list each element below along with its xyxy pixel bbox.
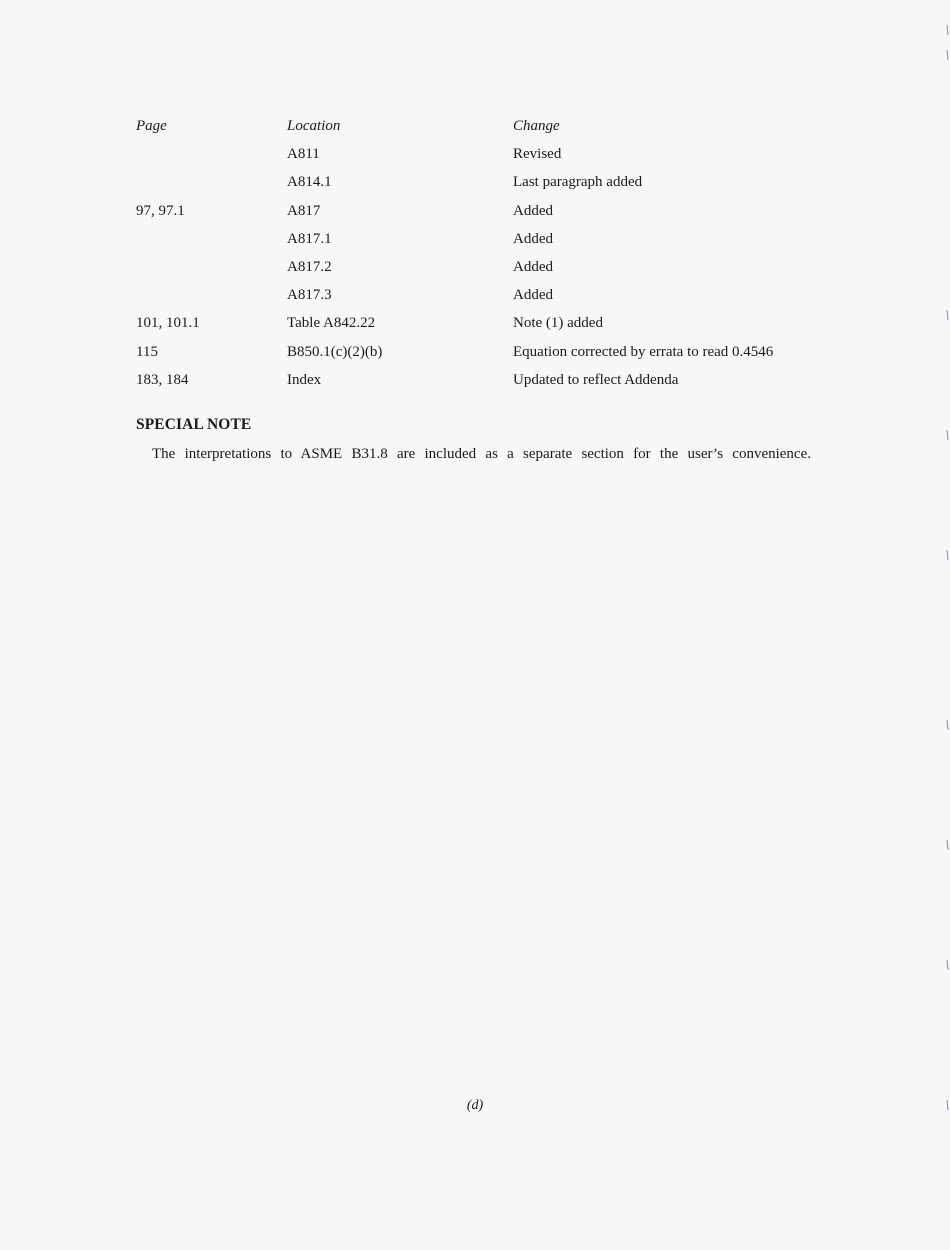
- row-location: A817: [287, 202, 321, 219]
- row-change: Updated to reflect Addenda: [513, 371, 679, 388]
- special-note-text: The interpretations to ASME B31.8 are included as a separate section for the user’s convenience.: [152, 446, 811, 462]
- header-page: Page: [136, 118, 167, 134]
- special-note-heading: SPECIAL NOTE: [136, 416, 252, 433]
- table-row: [136, 253, 836, 281]
- row-change: Last paragraph added: [513, 174, 643, 191]
- row-page: 183, 184: [136, 371, 189, 388]
- edge-mark: [947, 1100, 948, 1110]
- edge-mark: [947, 720, 948, 730]
- table-row: [136, 197, 836, 225]
- row-change: Revised: [513, 146, 562, 163]
- row-location: Table A842.22: [287, 315, 376, 332]
- edge-mark: [947, 840, 948, 850]
- edge-mark: [947, 960, 948, 970]
- row-change: Added: [513, 202, 553, 219]
- row-change: Added: [513, 258, 553, 275]
- edge-mark: [947, 25, 948, 35]
- table-row: [136, 338, 836, 366]
- row-location: A817.3: [287, 287, 332, 304]
- edge-mark: [947, 430, 948, 440]
- row-page: 115: [136, 343, 158, 360]
- row-location: A811: [287, 146, 320, 163]
- row-change: Added: [513, 287, 553, 304]
- changes-table: [136, 112, 836, 394]
- table-header-row: [136, 112, 836, 140]
- row-location: A817.1: [287, 230, 332, 247]
- row-location: Index: [287, 371, 322, 388]
- header-change: Change: [513, 118, 560, 134]
- table-row: [136, 366, 836, 394]
- row-change: Note (1) added: [513, 315, 603, 332]
- row-change: Added: [513, 230, 553, 247]
- row-change: Equation corrected by errata to read 0.4546: [513, 343, 774, 360]
- table-row: [136, 140, 836, 168]
- row-location: A817.2: [287, 258, 332, 275]
- header-location: Location: [287, 118, 341, 134]
- row-page: 101, 101.1: [136, 315, 200, 332]
- edge-mark: [947, 550, 948, 560]
- row-location: A814.1: [287, 174, 332, 191]
- scan-edge-marks: [944, 20, 950, 1120]
- table-row: [136, 168, 836, 196]
- table-row: [136, 281, 836, 309]
- page-number: (d): [466, 1098, 484, 1113]
- table-row: [136, 309, 836, 337]
- row-page: 97, 97.1: [136, 202, 185, 219]
- edge-mark: [947, 310, 948, 320]
- table-row: [136, 225, 836, 253]
- edge-mark: [947, 50, 948, 60]
- row-location: B850.1(c)(2)(b): [287, 343, 383, 360]
